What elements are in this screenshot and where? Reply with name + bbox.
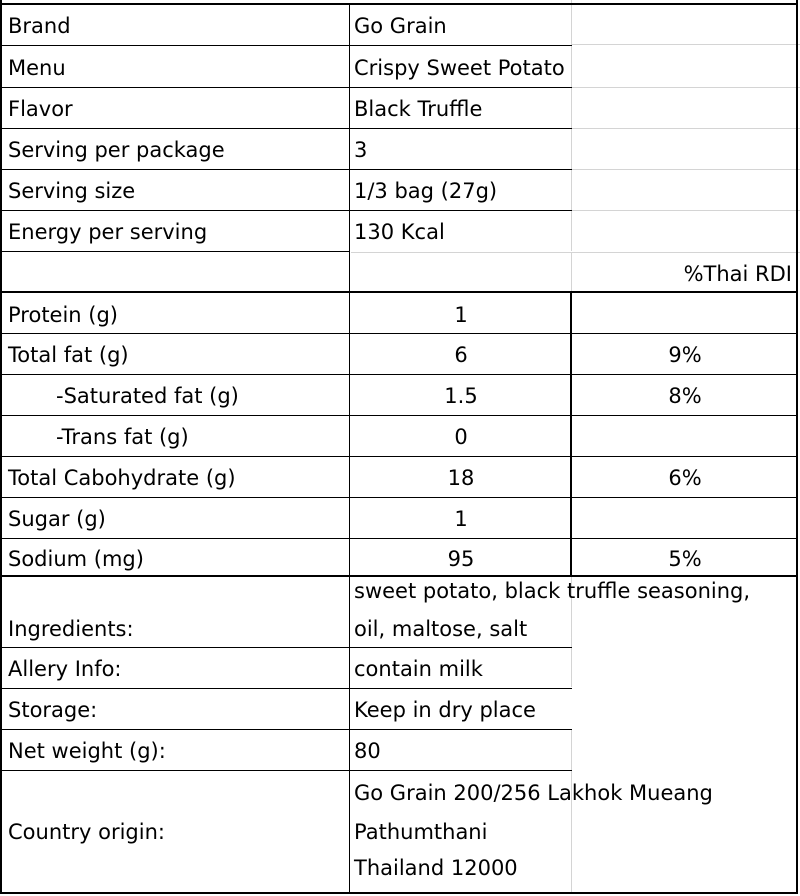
border: [0, 374, 798, 375]
sugar-label: Sugar (g): [8, 507, 106, 531]
menu-value: Crispy Sweet Potato: [354, 56, 565, 80]
gridline: [572, 169, 800, 170]
country-line-3: Thailand 12000: [354, 856, 518, 880]
servings-value: 3: [354, 138, 368, 162]
net-weight-label: Net weight (g):: [8, 739, 166, 763]
sugar-amount: 1: [454, 507, 468, 531]
border: [0, 497, 798, 498]
total-fat-rdi: 9%: [668, 343, 702, 367]
border: [0, 128, 572, 129]
border: [0, 169, 572, 170]
border: [0, 456, 798, 457]
trans-fat-amount: 0: [454, 425, 468, 449]
border: [0, 415, 798, 416]
gridline: [572, 87, 800, 88]
allergy-label: Allery Info:: [8, 657, 122, 681]
net-weight-value: 80: [354, 739, 381, 763]
gridline: [572, 210, 800, 211]
saturated-fat-rdi: 8%: [668, 384, 702, 408]
border: [796, 0, 798, 894]
serving-size-label: Serving size: [8, 179, 136, 203]
energy-label: Energy per serving: [8, 220, 208, 244]
ingredients-line-1: sweet potato, black truffle seasoning,: [354, 579, 751, 603]
energy-value: 130 Kcal: [354, 220, 445, 244]
gridline: [571, 0, 572, 251]
trans-fat-label: -Trans fat (g): [56, 425, 189, 449]
border: [0, 210, 572, 211]
border: [349, 3, 350, 893]
ingredients-label: Ingredients:: [8, 617, 134, 641]
border: [0, 87, 572, 88]
total-fat-amount: 6: [454, 343, 468, 367]
carbohydrate-rdi: 6%: [668, 466, 702, 490]
brand-value: Go Grain: [354, 14, 447, 38]
storage-value: Keep in dry place: [354, 698, 536, 722]
border: [0, 45, 572, 46]
border: [0, 688, 572, 689]
border: [0, 291, 798, 293]
saturated-fat-label: -Saturated fat (g): [56, 384, 239, 408]
carbohydrate-amount: 18: [447, 466, 475, 490]
serving-size-value: 1/3 bag (27g): [354, 179, 498, 203]
border: [0, 333, 798, 334]
country-line-1: Go Grain 200/256 Lakhok Mueang: [354, 781, 713, 805]
border: [0, 892, 798, 894]
brand-label: Brand: [8, 14, 71, 38]
border: [0, 575, 798, 577]
total-fat-label: Total fat (g): [8, 343, 129, 367]
flavor-value: Black Truffle: [354, 97, 483, 121]
gridline: [572, 44, 800, 45]
border: [0, 770, 572, 771]
border: [0, 3, 798, 5]
allergy-value: contain milk: [354, 657, 483, 681]
sodium-label: Sodium (mg): [8, 547, 144, 571]
carbohydrate-label: Total Cabohydrate (g): [8, 466, 236, 490]
border: [0, 647, 572, 648]
servings-label: Serving per package: [8, 138, 225, 162]
gridline: [572, 128, 800, 129]
protein-label: Protein (g): [8, 303, 119, 327]
border: [0, 251, 350, 252]
country-line-2: Pathumthani: [354, 820, 488, 844]
border: [0, 538, 798, 539]
ingredients-line-2: oil, maltose, salt: [354, 617, 528, 641]
sodium-rdi: 5%: [668, 547, 702, 571]
protein-amount: 1: [454, 303, 468, 327]
menu-label: Menu: [8, 56, 66, 80]
border: [0, 0, 2, 894]
border: [0, 729, 572, 730]
country-label: Country origin:: [8, 820, 165, 844]
sodium-amount: 95: [447, 547, 475, 571]
storage-label: Storage:: [8, 698, 98, 722]
rdi-header: %Thai RDI: [683, 262, 792, 286]
flavor-label: Flavor: [8, 97, 73, 121]
gridline: [351, 252, 800, 253]
saturated-fat-amount: 1.5: [444, 384, 478, 408]
gridline: [571, 730, 572, 894]
